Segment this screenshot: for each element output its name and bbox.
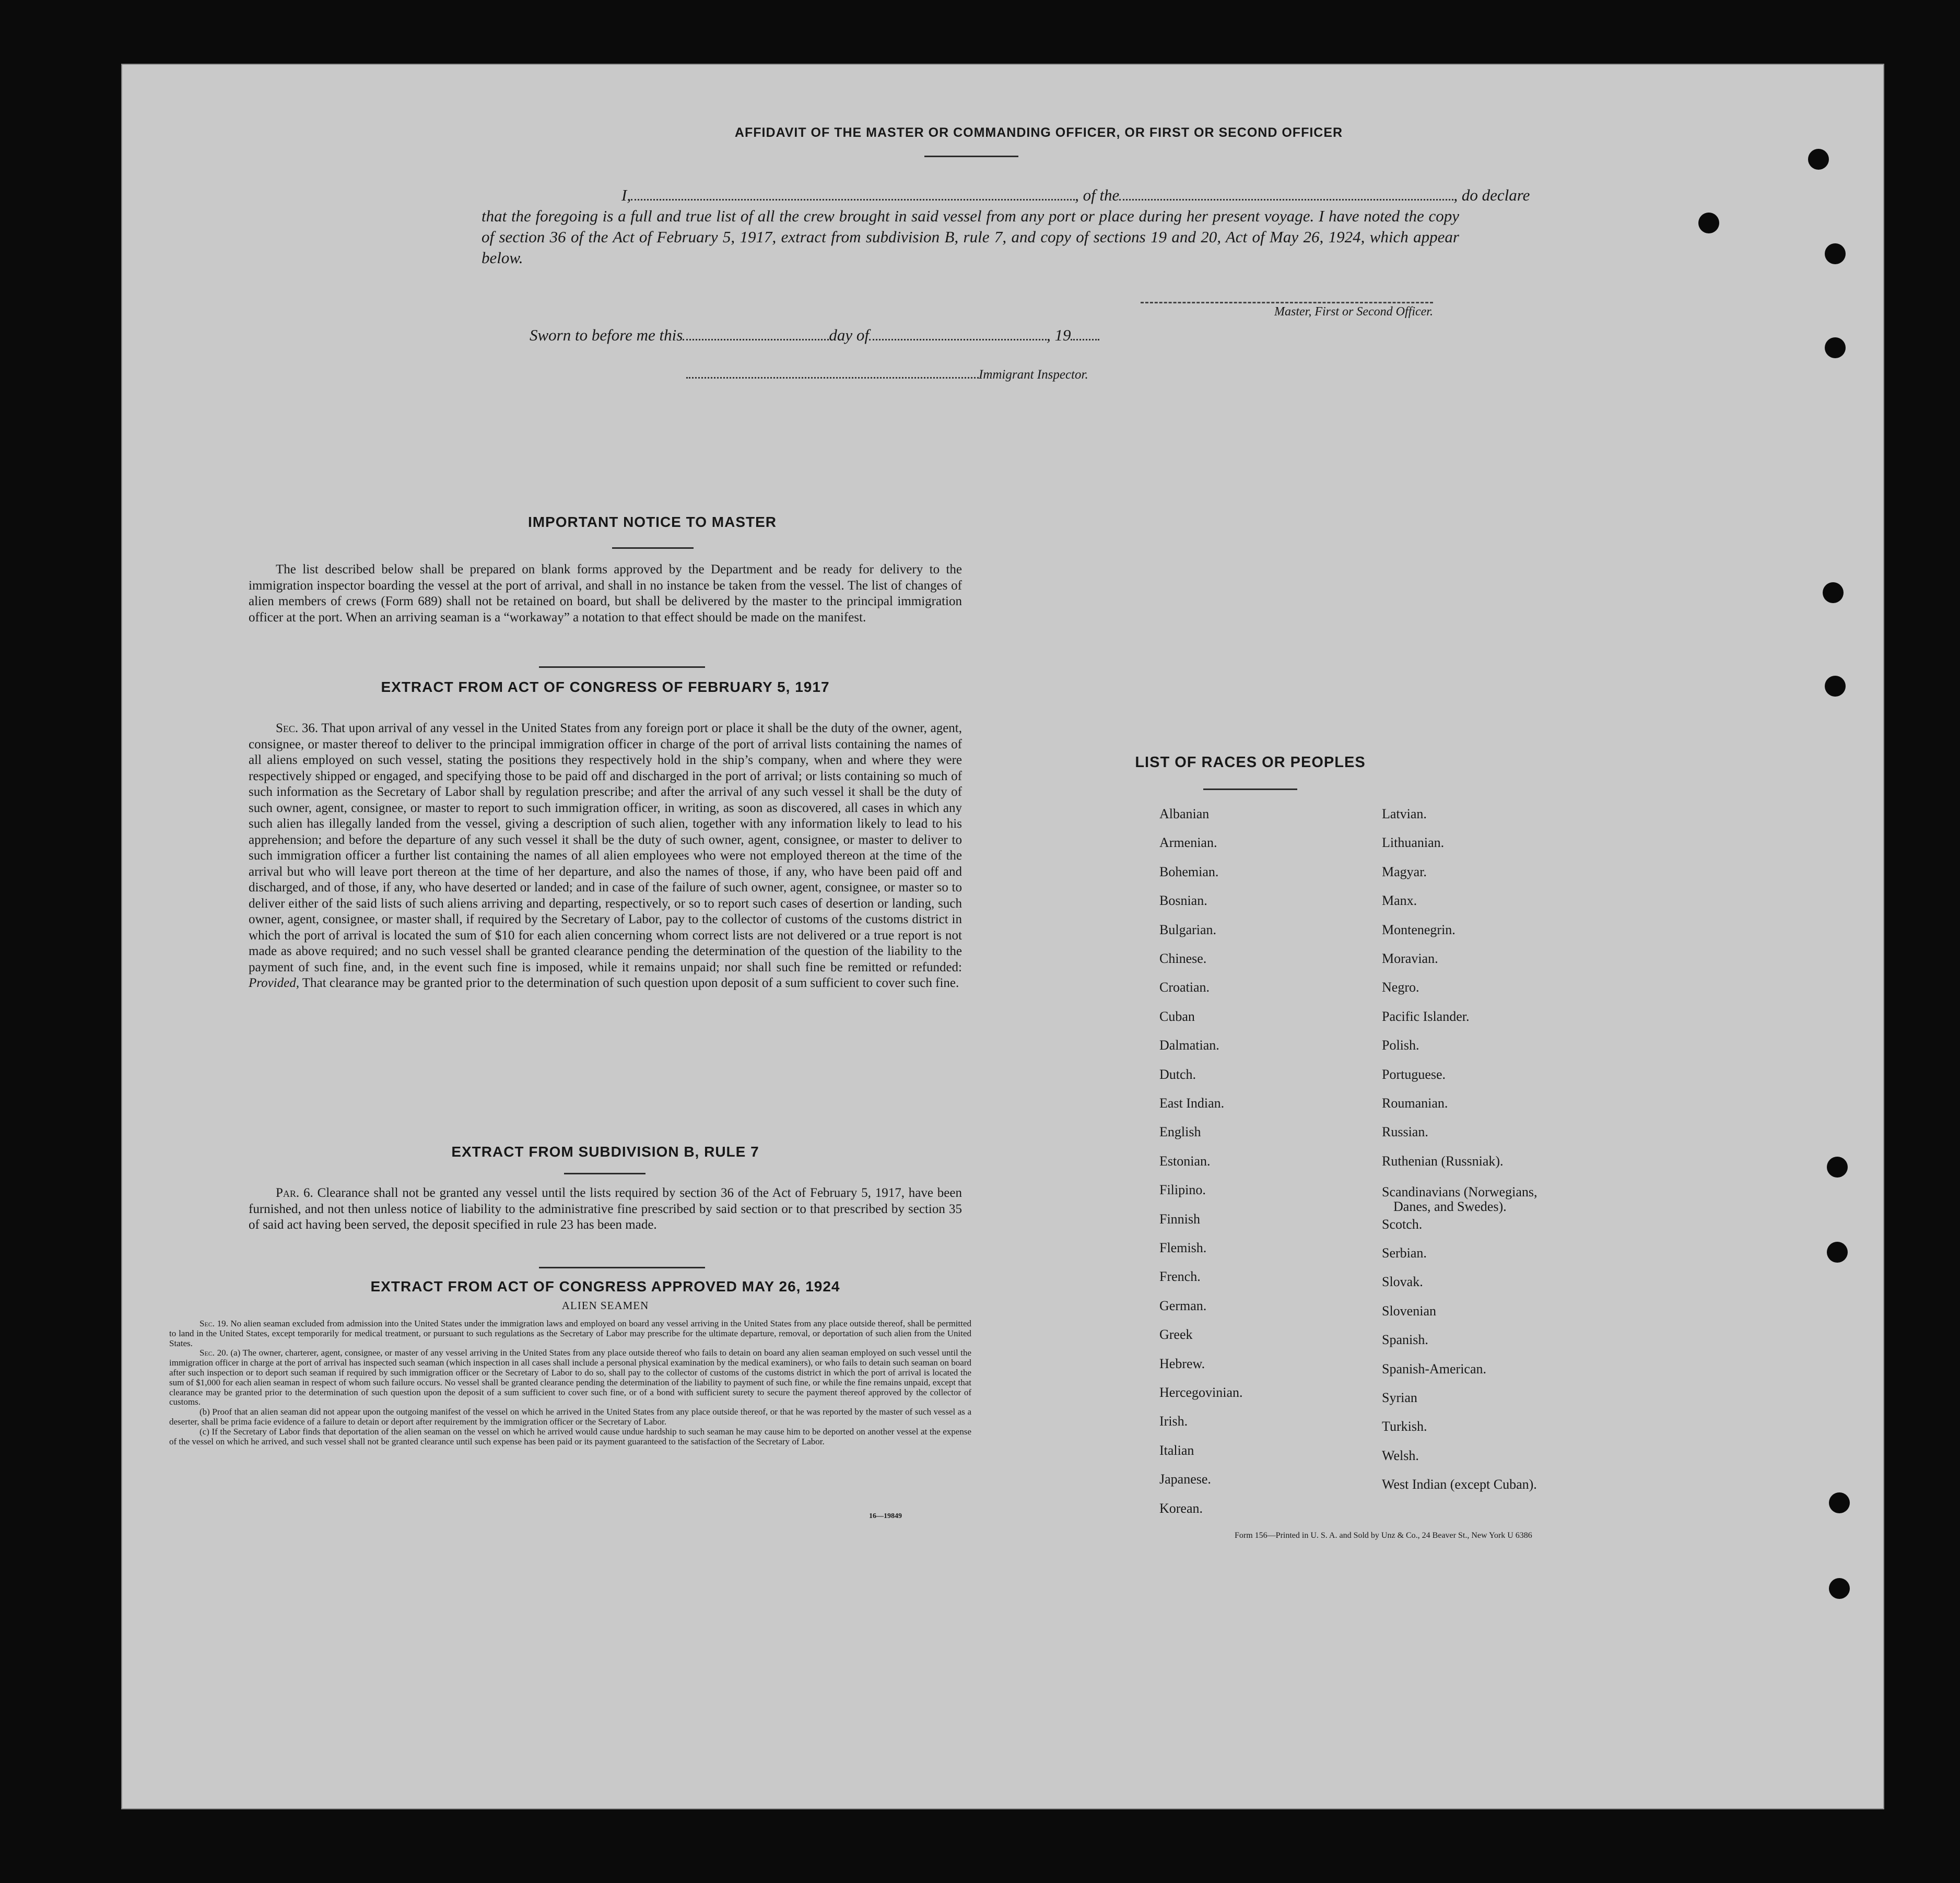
binder-hole [1827,1242,1848,1263]
race-item: Spanish-American. [1382,1361,1487,1376]
section-36-body: That upon arrival of any vessel in the United States from any foreign port or place it shall be the duty of the owner, agent, consignee, or master thereof to deliver to the principal immigration officer in charge of the port of arrival lists containing the names of all aliens employed on such vessel, stating the positions they respectively hold in the ship’s company, when and where they were respectively shipped or engaged, and specifying those to be paid off and discharged in the port of arrival; or lists containing so much of such information as the Secretary of Labor shall by regulation prescribe; and after the arrival of any such vessel it shall be the duty of such owner, agent, consignee, or master to report to such immigration officer, in writing, as soon as discovered, all cases in which any such alien has illegally landed from the vessel, giving a description of such alien, together with any information likely to lead to his apprehension; and before the departure of any such vessel it shall be the duty of such owner, agent, consignee, or master to deliver to such immigration officer a further list containing the names of all alien employees who were not employed thereon at the time of the arrival but who will leave port thereon at the time of her departure, and also the names of those, if any, who have been paid off and discharged, and of those, if any, who have deserted or landed; and in case of the failure of such owner, agent, consignee, or master so to deliver either of the said lists of such aliens arriving and departing, respectively, or so to report such cases of desertion or landing, such owner, agent, consignee, or master shall, if required by the Secretary of Labor, pay to the collector of customs of the customs district in which the port of arrival is located the sum of $10 for each alien concerning whom correct lists are not delivered or a true report is not made as above required; and no such vessel shall be granted clearance pending the determination of the question of the liability to the payment of such fine, and, in the event such fine is imposed, while it remains unpaid; nor shall such fine be remitted or refunded: [249,721,962,974]
section-36-label: Sec. 36. [276,721,319,735]
name-blank [631,186,1075,201]
affidavit-title: AFFIDAVIT OF THE MASTER OR COMMANDING OFFICER, OR FIRST OR SECOND OFFICER [734,125,1343,140]
alien-seamen-subtitle: ALIEN SEAMEN [561,1299,649,1312]
binder-hole [1829,1578,1850,1599]
race-item: Finnish [1159,1211,1201,1227]
declaration-of-the: , of the [1075,186,1120,204]
divider [1203,788,1297,790]
race-item: Korean. [1159,1501,1203,1516]
document-page [121,64,1884,1809]
signature-line [1141,302,1433,303]
races-title: LIST OF RACES OR PEOPLES [1135,754,1366,771]
race-item: Manx. [1382,893,1417,908]
printer-footer: Form 156—Printed in U. S. A. and Sold by Unz & Co., 24 Beaver St., New York U 6386 [1235,1531,1532,1540]
sworn-line [530,326,1099,345]
race-item: French. [1159,1269,1201,1284]
sworn-text: Sworn to before me this [530,326,683,344]
binder-hole [1825,243,1846,264]
race-item: Spanish. [1382,1332,1428,1347]
affidavit-declaration [482,185,1530,268]
race-item: West Indian (except Cuban). [1382,1477,1537,1492]
seamen-sections [169,1319,971,1446]
race-item: English [1159,1124,1201,1139]
extract-1924-title: EXTRACT FROM ACT OF CONGRESS APPROVED MAY 26, 1924 [370,1278,840,1294]
race-item: Turkish. [1382,1419,1427,1434]
race-item: Pacific Islander. [1382,1009,1470,1024]
section-19 [169,1319,971,1348]
race-item: Scotch. [1382,1217,1423,1232]
divider [924,156,1018,157]
race-item: Roumanian. [1382,1096,1448,1111]
declaration-do-declare: , do declare [1453,186,1530,204]
race-item: Japanese. [1159,1472,1211,1487]
divider [612,547,694,549]
paragraph-6-body: Clearance shall not be granted any vessel until the lists required by section 36 of the Act of February 5, 1917, have been furnished, and not then unless notice of liability to the administrative fine prescribed by said section or to that prescribed by section 35 of said act having been served, the deposit specified in rule 23 has been made. [249,1186,962,1232]
proviso-label: Provided, [249,976,299,990]
section-20a [169,1348,971,1407]
divider [564,1173,645,1174]
race-item: Danes, and Swedes). [1393,1199,1507,1214]
race-item: Hebrew. [1159,1356,1205,1371]
race-item: East Indian. [1159,1096,1225,1111]
race-item: Armenian. [1159,835,1217,850]
binder-hole [1829,1492,1850,1513]
section-20c: (c) If the Secretary of Labor finds that deportation of the alien seaman on the vessel on which he arrived would cause undue hardship to such seaman he may cause him to be deported on another vessel at the expense of the vessel on which he arrived, and such vessel shall not be granted clearance until such expense has been paid or its payment guaranteed to the satisfaction of the Secretary of Labor. [169,1426,971,1446]
race-item: Scandinavians (Norwegians, [1382,1184,1538,1199]
section-19-label: Sec. 19. [199,1319,228,1328]
race-item: Dalmatian. [1159,1038,1219,1053]
race-item: Latvian. [1382,806,1427,821]
signature-label: Master, First or Second Officer. [1274,305,1433,319]
section-20b: (b) Proof that an alien seaman did not appear upon the outgoing manifest of the vessel on which he arrived in the United States from any place outside thereof, or that he was reported by the master of such vessel as a deserter, shall be prima facie evidence of a failure to detain or deport after requirement by the immigration officer or the Secretary of Labor. [169,1407,971,1427]
race-item: Chinese. [1159,951,1207,966]
race-item: Hercegovinian. [1159,1385,1243,1400]
race-item: Estonian. [1159,1154,1211,1169]
declaration-i: I, [621,186,631,204]
extract-1917-title: EXTRACT FROM ACT OF CONGRESS OF FEBRUARY 5, 1917 [381,679,830,695]
binder-hole [1827,1157,1848,1178]
section-20-label: Sec. 20. [199,1348,228,1358]
race-item: Portuguese. [1382,1067,1446,1082]
year-blank [1071,327,1099,340]
race-item: Montenegrin. [1382,922,1456,937]
day-of-text: day of [829,326,869,344]
race-item: Slovenian [1382,1303,1436,1319]
divider [539,1267,705,1268]
section-19-body: No alien seaman excluded from admission into the United States under the immigration laws and employed on board any vessel arriving in the United States from any place outside thereof, shall be permitted to land in the United States, except temporarily for medical treatment, or pursuant to such regulations as the Secretary of Labor may prescribe for the ultimate departure, removal, or deportation of such alien from the United States. [169,1319,972,1348]
race-item: Albanian [1159,806,1210,821]
binder-hole [1823,582,1844,603]
section-20a-body: (a) The owner, charterer, agent, consignee, or master of any vessel arriving in the United States from any place outside thereof who fails to detain on board any alien seaman employed on such vessel until the immigration officer in charge at the port of arrival has inspected such seaman (which inspection in all cases shall include a personal physical examination by the medical examiners), or who fails to detain such seaman on board after such inspection or to deport such seaman if required by such immigration officer or the Secretary of Labor to do so, shall pay to the collector of customs of the customs district in which the port of arrival is located the sum of $1,000 for each alien seaman in respect of whom such failure occurs. No vessel shall be granted clearance pending the determination of the liability to payment of such fine, or while the fine remains unpaid, except that clearance may be granted prior to the determination of such question upon the deposit of a sum sufficient to cover such fine, or of a bond with sufficient surety to secure the payment thereof approved by the collector of customs. [169,1348,971,1407]
proviso-text: That clearance may be granted prior to the determination of such question upon deposit of a sum sufficient to cover such fine. [302,976,959,990]
notice-title: IMPORTANT NOTICE TO MASTER [527,514,777,530]
extract-rule7-title: EXTRACT FROM SUBDIVISION B, RULE 7 [451,1144,759,1160]
binder-hole [1825,676,1846,697]
race-item: Polish. [1382,1038,1419,1053]
race-item: Moravian. [1382,951,1438,966]
race-item: Dutch. [1159,1067,1196,1082]
race-item: Magyar. [1382,864,1427,879]
date-blank [683,327,829,340]
race-item: Slovak. [1382,1274,1423,1289]
form-number: 16—19849 [869,1512,902,1520]
race-item: Greek [1159,1327,1193,1342]
paragraph-6-text [249,1185,962,1233]
divider [539,666,705,668]
race-item: Negro. [1382,980,1419,995]
month-blank [869,327,1047,340]
vessel-blank [1119,186,1453,201]
race-item: Filipino. [1159,1182,1206,1197]
race-item: Croatian. [1159,980,1210,995]
race-item: Serbian. [1382,1245,1427,1261]
race-item: Syrian [1382,1390,1417,1405]
race-item: Ruthenian (Russniak). [1382,1154,1504,1169]
inspector-label: Immigrant Inspector. [979,368,1088,382]
race-item: Welsh. [1382,1448,1419,1463]
section-36-text [249,721,962,992]
race-item: Italian [1159,1443,1194,1458]
race-item: Cuban [1159,1009,1195,1024]
race-item: Russian. [1382,1124,1428,1139]
race-item: Bulgarian. [1159,922,1217,937]
binder-hole [1825,337,1846,358]
race-item: German. [1159,1298,1207,1313]
race-item: Bosnian. [1159,893,1207,908]
paragraph-6-label: Par. 6. [276,1186,313,1200]
notice-text: The list described below shall be prepared on blank forms approved by the Department and be ready for delivery to the immigration inspector boarding the vessel at the port of arrival, and shall in no instance be taken from the vessel. The list of changes of alien members of crews (Form 689) shall not be retained on board, but shall be delivered by the master to the principal immigration officer at the port. When an arriving seaman is a “workaway” a notation to that effect should be made on the manifest. [249,562,962,625]
binder-hole [1698,213,1719,233]
race-item: Lithuanian. [1382,835,1445,850]
race-item: Bohemian. [1159,864,1219,879]
inspector-line [686,368,1088,382]
race-item: Flemish. [1159,1240,1207,1255]
race-item: Irish. [1159,1414,1188,1429]
binder-hole [1808,149,1829,170]
declaration-text: that the foregoing is a full and true list of all the crew brought in said vessel from any port or place during her present voyage. I have noted the copy of section 36 of the Act of February 5, 1917, extract from subdivision B, rule 7, and copy of sections 19 and 20, Act of May 26, 1924, which appear below. [482,207,1459,267]
inspector-blank [686,368,979,379]
year-text: , 19 [1046,326,1071,344]
